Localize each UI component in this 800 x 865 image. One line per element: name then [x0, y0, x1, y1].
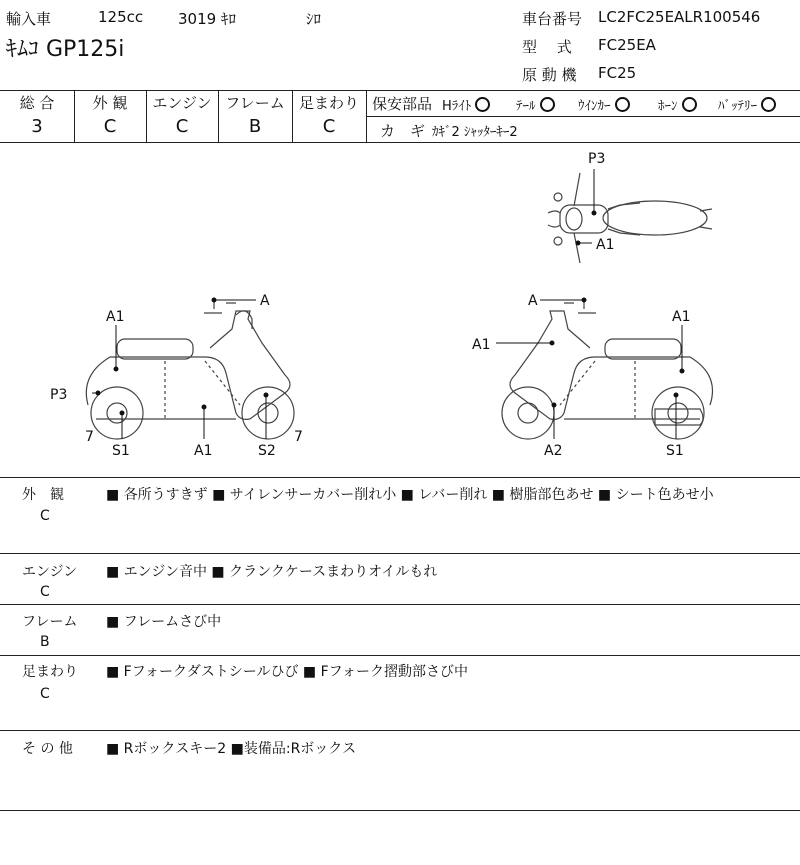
safety-item-horn: ﾎｰﾝ	[658, 95, 697, 114]
label-P3-left: P3	[50, 387, 68, 403]
remark-text: ■ フレームさび中	[106, 614, 222, 630]
score-grade-overall: 3	[31, 116, 43, 137]
label-A-left: A	[260, 293, 270, 309]
remark-grade: C	[40, 584, 50, 600]
frame-number-label: 車台番号	[522, 10, 583, 28]
score-grade-frame: B	[248, 116, 262, 137]
label-A1-left: A1	[106, 309, 125, 325]
safety-item-battery: ﾊﾞｯﾃﾘｰ	[718, 95, 776, 114]
safety-item-taillight: ﾃｰﾙ	[516, 95, 555, 114]
label-A-right: A	[528, 293, 538, 309]
score-label-suspension: 足まわり	[298, 94, 359, 112]
remark-text: ■ 各所うすきず ■ サイレンサーカバー削れ小 ■ レバー削れ ■ 樹脂部色あせ ■ シート色あせ小	[106, 487, 714, 503]
scooter-damage-diagram	[0, 143, 800, 477]
remark-title: 外 観	[22, 487, 64, 503]
label-S2-left: S2	[258, 443, 276, 459]
engine-model: FC25	[598, 64, 637, 82]
mileage: 3019 ｷﾛ	[178, 10, 236, 28]
label-A2-right: A2	[544, 443, 563, 459]
model-name: ｷﾑｺ GP125i	[6, 37, 125, 62]
remark-title: 足まわり	[22, 664, 78, 680]
label-A1-right: A1	[672, 309, 691, 325]
label-7-left: 7	[85, 429, 94, 445]
status-ok-icon	[761, 97, 776, 112]
status-ok-icon	[540, 97, 555, 112]
score-label-overall: 総 合	[19, 94, 55, 112]
label-A1-top: A1	[596, 237, 615, 253]
body-color: ｼﾛ	[306, 10, 322, 28]
remark-grade: B	[40, 634, 50, 650]
remark-text: ■ Fフォークダストシールひび ■ Fフォーク摺動部さび中	[106, 664, 468, 680]
import-type: 輸入車	[6, 10, 52, 28]
remark-text: ■ エンジン音中 ■ クランクケースまわりオイルもれ	[106, 564, 438, 580]
status-ok-icon	[615, 97, 630, 112]
engine-model-label: 原 動 機	[522, 66, 577, 84]
label-P3-top: P3	[588, 151, 606, 167]
remark-title: フレーム	[22, 614, 78, 630]
score-grade-engine: C	[175, 116, 189, 137]
safety-label: 保安部品	[372, 95, 433, 113]
label-A1-left-bottom: A1	[194, 443, 213, 459]
safety-item-headlight: Hﾗｲﾄ	[442, 95, 490, 114]
frame-number: LC2FC25EALR100546	[598, 8, 761, 26]
scooter-top-view	[548, 173, 712, 263]
status-ok-icon	[475, 97, 490, 112]
label-S1-right: S1	[666, 443, 684, 459]
model-code: FC25EA	[598, 36, 656, 54]
remark-title: そ の 他	[22, 741, 73, 757]
score-label-exterior: 外 観	[92, 94, 128, 112]
label-7-right: 7	[294, 429, 303, 445]
displacement: 125cc	[98, 8, 144, 26]
remark-grade: C	[40, 686, 50, 702]
model-code-label: 型 式	[522, 38, 572, 56]
score-grade-exterior: C	[103, 116, 117, 137]
remark-grade: C	[40, 508, 50, 524]
remark-title: エンジン	[22, 564, 78, 580]
label-A1-right-front: A1	[472, 337, 491, 353]
keys-value: ｶｷﾞ2 ｼｬｯﾀｰｷｰ2	[432, 125, 518, 140]
label-S1-left: S1	[112, 443, 130, 459]
safety-item-winker: ｳｲﾝｶｰ	[578, 95, 630, 114]
score-label-engine: エンジン	[152, 94, 212, 112]
score-label-frame: フレーム	[225, 94, 285, 112]
score-grade-suspension: C	[322, 116, 336, 137]
keys-label: カ ギ	[380, 122, 426, 140]
status-ok-icon	[682, 97, 697, 112]
remark-text: ■ Rボックスキー2 ■装備品:Rボックス	[106, 741, 357, 757]
